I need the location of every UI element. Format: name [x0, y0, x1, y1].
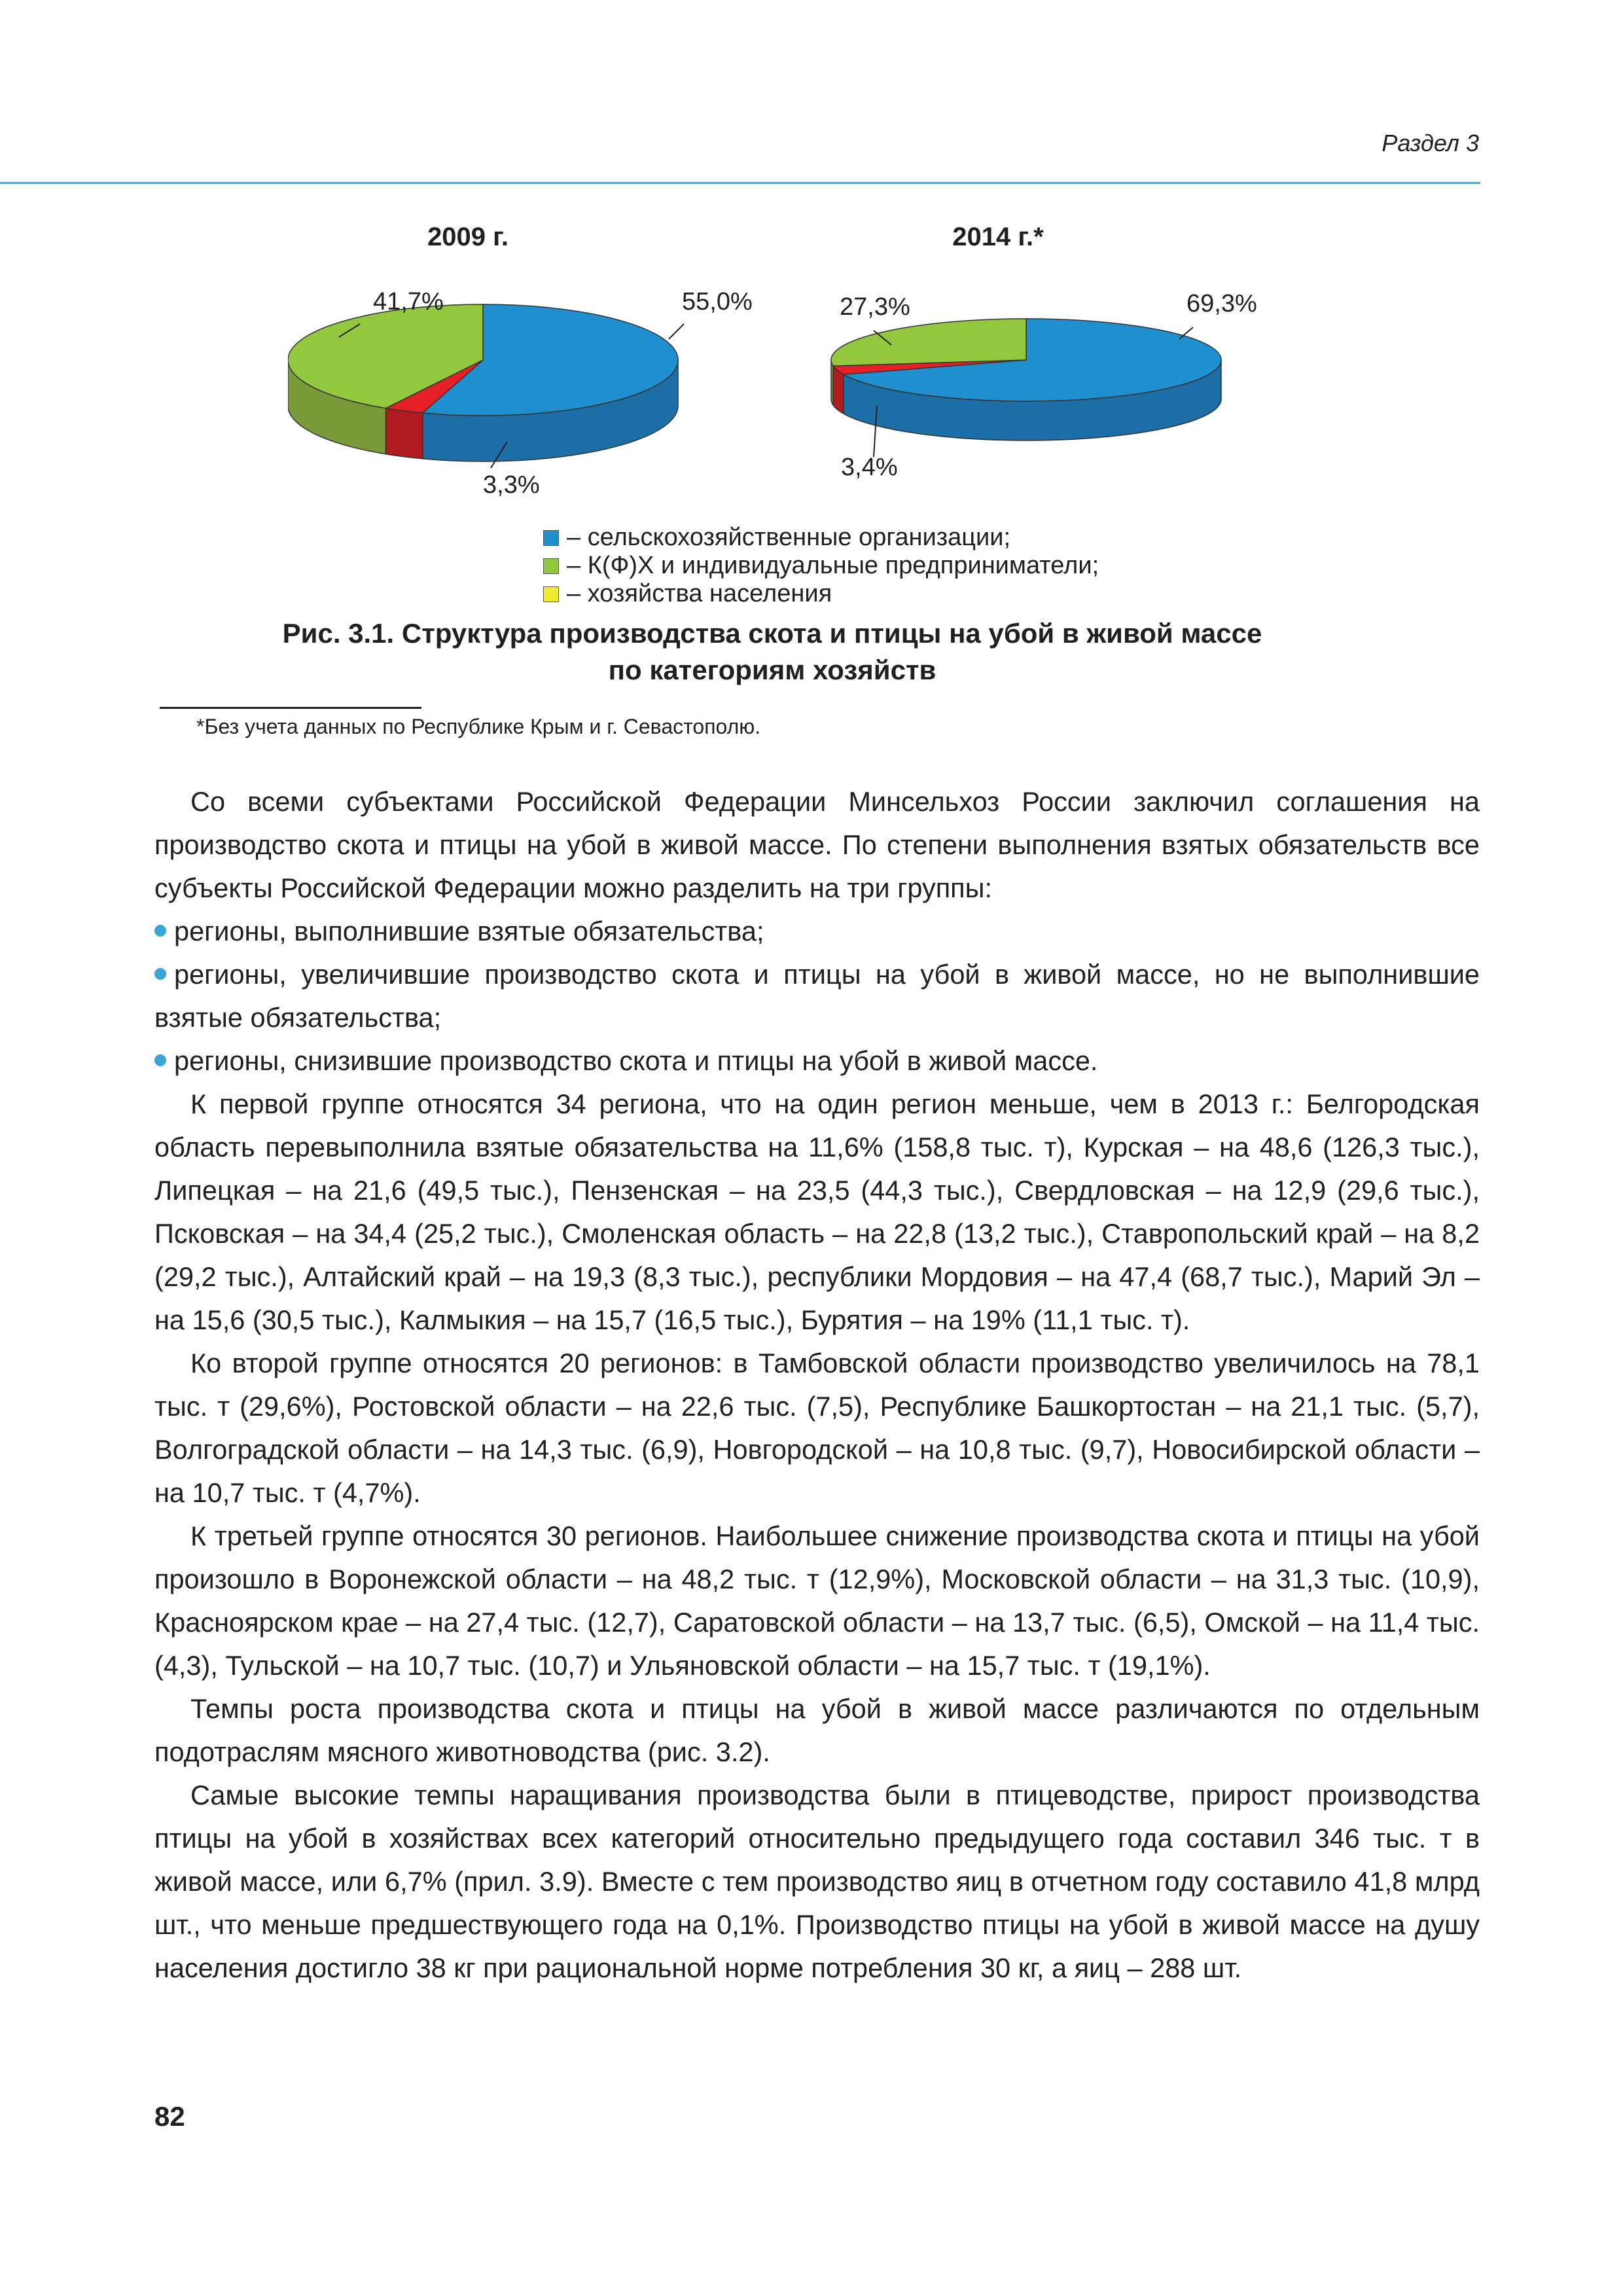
- bullet-item: [154, 1039, 1480, 1083]
- legend-item-kfh: [543, 552, 1099, 580]
- pie-2014-label-kfh: 27,3%: [840, 293, 910, 321]
- legend-item-agri: [543, 524, 1099, 552]
- bullet-item: [154, 953, 1480, 1039]
- legend-label-agri: – сельскохозяйственные организации;: [567, 524, 1011, 551]
- pie-2009-label-households: 3,3%: [483, 471, 540, 499]
- bullet-item: [154, 910, 1480, 953]
- paragraph-poultry: Самые высокие темпы наращивания производства были в птицеводстве, прирост производства птицы на убой в хозяйствах всех категорий относительно предыдущего года составил 346 тыс. т в живой массе, или 6,7% (прил. 3.9). Вместе с тем производство яиц в отчетном году составило 41,8 млрд шт., что меньше предшествующего года на 0,1%. Производство птицы на убой в живой массе на душу населения достигло 38 кг при рациональной норме потребления 30 кг, а яиц – 288 шт.: [154, 1780, 1480, 1983]
- paragraph-intro: Со всеми субъектами Российской Федерации Минсельхоз России заключил соглашения на производство скота и птицы на убой в живой массе. По степени выполнения взятых обязательств все субъекты Российской Федерации можно разделить на три группы:: [154, 786, 1480, 903]
- pie-chart-2009: [288, 304, 678, 461]
- footnote: *Без учета данных по Республике Крым и г. Севастополю.: [196, 715, 761, 738]
- pie-chart-2014: [831, 319, 1221, 440]
- header-rule: [0, 182, 1480, 184]
- pie-2014-side-kfh: [831, 360, 833, 405]
- pie-2014-slice-kfh: [831, 319, 1026, 366]
- legend-swatch-households: [543, 586, 559, 602]
- paragraph-group-3: К третьей группе относятся 30 регионов. Наибольшее снижение производства скота и птицы на убой произошло в Воронежской области – на 48,2 тыс. т (12,9%), Московской области – на 31,3 тыс. (10,9), Красноярском крае – на 27,4 тыс. (12,7), Саратовской области – на 13,7 тыс. (6,5), Омской – на 11,4 тыс. (4,3), Тульской – на 10,7 тыс. (10,7) и Ульяновской области – на 15,7 тыс. т (19,1%).: [154, 1520, 1480, 1681]
- pie-2009-side-households: [386, 408, 423, 459]
- page-number: 82: [154, 2101, 185, 2132]
- bullet-text: регионы, выполнившие взятые обязательства;: [174, 916, 764, 946]
- figure-caption-line-2: по категориям хозяйств: [608, 655, 936, 685]
- figure-caption-line-1: Рис. 3.1. Структура производства скота и птицы на убой в живой массе: [282, 618, 1262, 649]
- footnote-rule: [160, 707, 421, 709]
- paragraph-group-2: Ко второй группе относятся 20 регионов: в Тамбовской области производство увеличилось на 78,1 тыс. т (29,6%), Ростовской области – на 22,6 тыс. (7,5), Республике Башкортостан – на 21,1 тыс. (5,7), Волгоградской области – на 14,3 тыс. (6,9), Новгородской – на 10,8 тыс. (9,7), Новосибирской области – на 10,7 тыс. т (4,7%).: [154, 1348, 1480, 1508]
- pie-2009-leader-agri: [669, 324, 684, 339]
- pie-2014-label-households: 3,4%: [841, 454, 898, 481]
- paragraph-growth-rates: Темпы роста производства скота и птицы на убой в живой массе различаются по отдельным подотраслям мясного животноводства (рис. 3.2).: [154, 1693, 1480, 1767]
- paragraph-group-1: К первой группе относятся 34 региона, что на один регион меньше, чем в 2013 г.: Белгородская область перевыполнила взятые обязательства на 11,6% (158,8 тыс. т), Курская – на 48,6 (126,3 тыс.), Липецкая – на 21,6 (49,5 тыс.), Пензенская – на 23,5 (44,3 тыс.), Свердловская – на 12,9 (29,6 тыс.), Псковская – на 34,4 (25,2 тыс.), Смоленская область – на 22,8 (13,2 тыс.), Ставропольский край – на 8,2 (29,2 тыс.), Алтайский край – на 19,3 (8,3 тыс.), республики Мордовия – на 47,4 (68,7 тыс.), Марий Эл – на 15,6 (30,5 тыс.), Калмыкия – на 15,7 (16,5 тыс.), Бурятия – на 19% (11,1 тыс. т).: [154, 1088, 1480, 1335]
- bullet-icon: [154, 968, 166, 980]
- pie-2009-label-agri: 55,0%: [682, 288, 753, 315]
- legend-item-households: [543, 580, 1099, 608]
- legend-label-kfh: – К(Ф)Х и индивидуальные предприниматели;: [567, 552, 1099, 579]
- chart-title-2014: 2014 г.*: [952, 223, 1044, 251]
- bullet-icon: [154, 1054, 166, 1066]
- chart-legend: [543, 524, 1099, 608]
- legend-swatch-agri: [543, 530, 559, 546]
- pie-svg: [288, 209, 1335, 517]
- chart-title-2009: 2009 г.: [427, 223, 508, 251]
- bullet-text: регионы, увеличившие производство скота и птицы на убой в живой массе, но не выполнившие взятые обязательства;: [154, 959, 1480, 1033]
- body-text: [154, 780, 1480, 1990]
- pie-2014-label-agri: 69,3%: [1186, 290, 1257, 317]
- legend-swatch-kfh: [543, 558, 559, 574]
- figure-caption: [196, 615, 1348, 689]
- legend-label-households: – хозяйства населения: [567, 580, 832, 607]
- pie-2009-label-kfh: 41,7%: [373, 288, 444, 315]
- bullet-text: регионы, снизившие производство скота и птицы на убой в живой массе.: [174, 1045, 1098, 1076]
- section-label: Раздел 3: [1382, 130, 1479, 156]
- bullet-icon: [154, 925, 166, 937]
